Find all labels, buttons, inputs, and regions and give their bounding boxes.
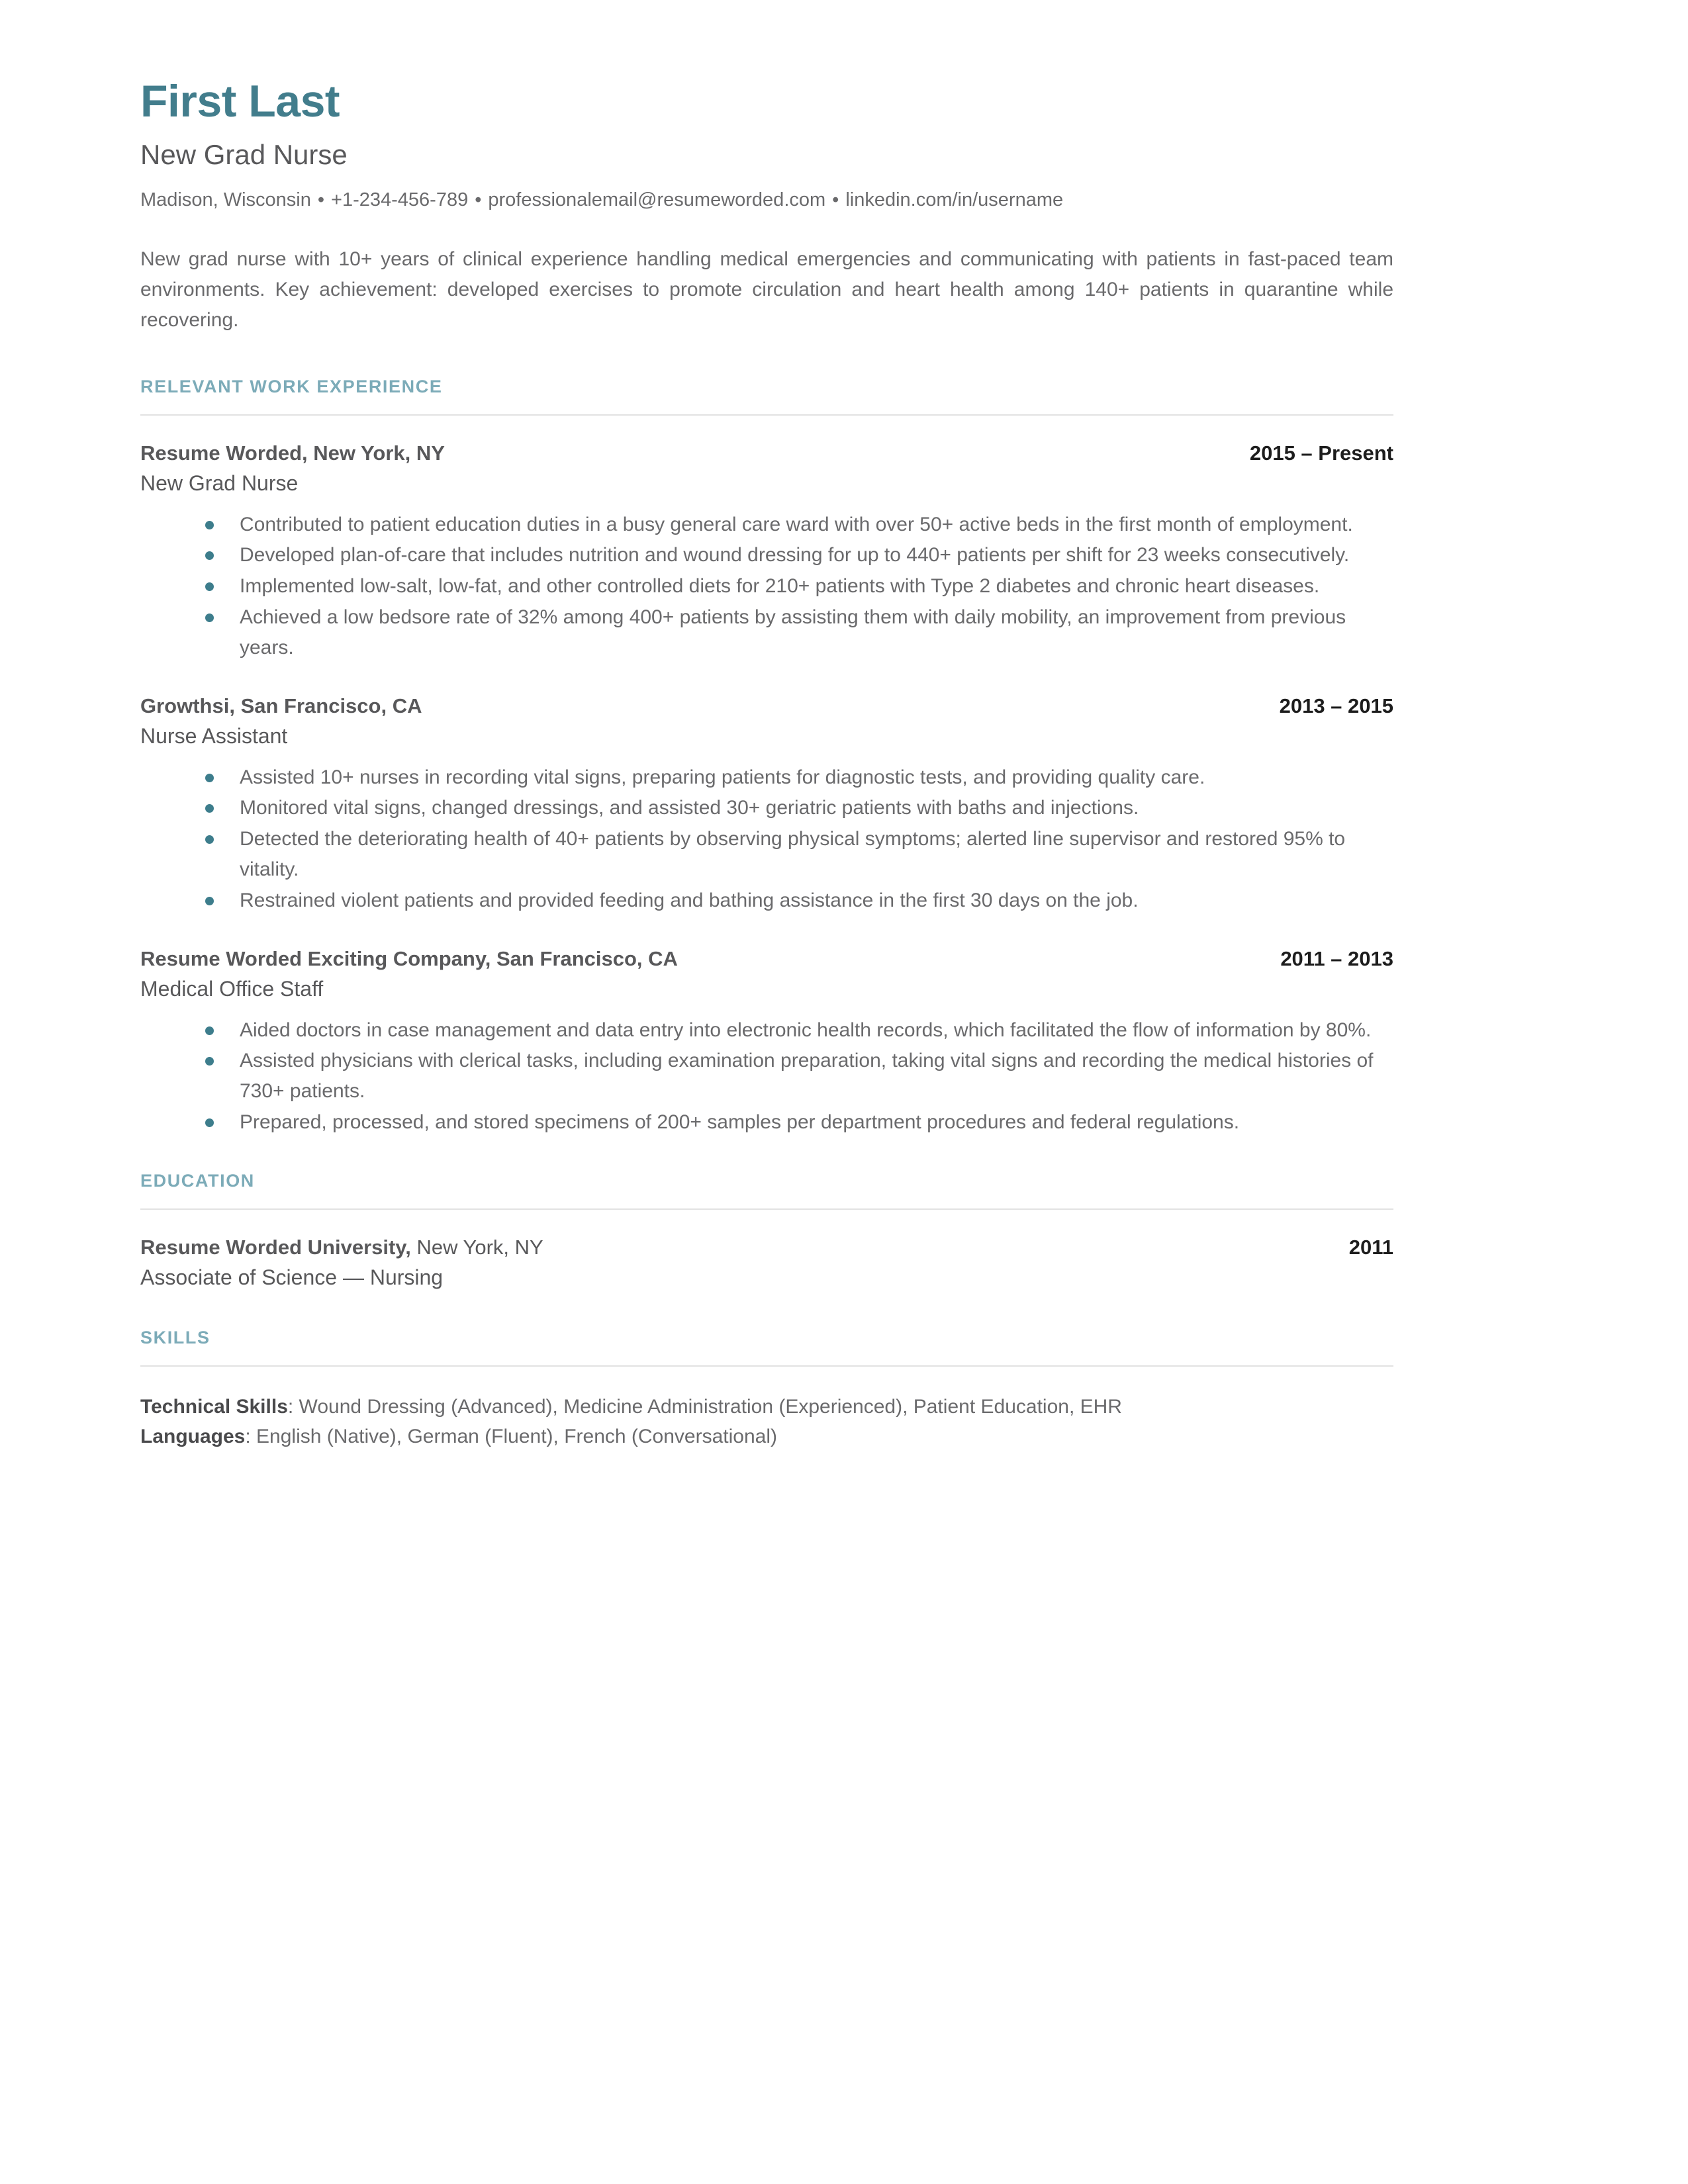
section-divider-education xyxy=(140,1208,1393,1210)
experience-bullet: Detected the deteriorating health of 40+ patients by observing physical symptoms; alerted line supervisor and restored 95% to vitality. xyxy=(203,824,1393,885)
education-school-location: New York, NY xyxy=(410,1236,543,1259)
section-work-experience xyxy=(140,377,1393,1138)
section-heading-education: EDUCATION xyxy=(140,1171,255,1191)
experience-entry xyxy=(140,441,1393,663)
contact-separator-3: • xyxy=(832,189,839,210)
contact-location: Madison, Wisconsin xyxy=(140,189,311,210)
section-divider-skills xyxy=(140,1365,1393,1367)
education-school xyxy=(140,1235,543,1259)
experience-bullet: Restrained violent patients and provided feeding and bathing assistance in the first 30 days on the job. xyxy=(203,886,1393,916)
experience-bullet: Monitored vital signs, changed dressings, and assisted 30+ geriatric patients with baths and injections. xyxy=(203,793,1393,823)
section-skills xyxy=(140,1328,1393,1451)
experience-bullet: Assisted physicians with clerical tasks, including examination preparation, taking vital signs and recording the medical histories of 730+ patients. xyxy=(203,1046,1393,1107)
experience-entry-header xyxy=(140,694,1393,718)
experience-bullet: Aided doctors in case management and data entry into electronic health records, which facilitated the flow of information by 80%. xyxy=(203,1015,1393,1046)
experience-role: Nurse Assistant xyxy=(140,724,288,749)
experience-role: Medical Office Staff xyxy=(140,977,324,1001)
education-school-name: Resume Worded University, xyxy=(140,1236,411,1259)
experience-organization: Growthsi, San Francisco, CA xyxy=(140,694,422,717)
contact-linkedin[interactable]: linkedin.com/in/username xyxy=(845,189,1064,210)
contact-phone[interactable]: +1-234-456-789 xyxy=(331,189,469,210)
section-divider-experience xyxy=(140,414,1393,416)
experience-bullet: Contributed to patient education duties in a busy general care ward with over 50+ active beds in the first month of employment. xyxy=(203,510,1393,540)
contact-separator-2: • xyxy=(475,189,482,210)
experience-bullet: Achieved a low bedsore rate of 32% among 400+ patients by assisting them with daily mobility, an improvement from previous years. xyxy=(203,602,1393,663)
section-education xyxy=(140,1171,1393,1291)
experience-bullet: Assisted 10+ nurses in recording vital signs, preparing patients for diagnostic tests, and providing quality care. xyxy=(203,762,1393,793)
experience-bullet-list xyxy=(140,510,1393,663)
experience-dates: 2011 – 2013 xyxy=(1280,947,1393,970)
experience-entry xyxy=(140,946,1393,1138)
skills-value: : English (Native), German (Fluent), French (Conversational) xyxy=(245,1425,777,1447)
experience-role: New Grad Nurse xyxy=(140,471,299,496)
contact-line xyxy=(140,188,1393,213)
contact-separator-1: • xyxy=(317,189,325,210)
section-heading-skills: SKILLS xyxy=(140,1327,211,1347)
experience-organization: Resume Worded Exciting Company, San Francisco, CA xyxy=(140,947,678,970)
skills-row xyxy=(140,1392,1393,1422)
skills-label: Technical Skills xyxy=(140,1395,288,1418)
professional-summary: New grad nurse with 10+ years of clinical experience handling medical emergencies and communicating with patients in fast-paced team environments. Key achievement: developed exercises to promote circulation and heart health among 140+ patients in quarantine while recovering. xyxy=(140,248,1393,332)
experience-bullet: Prepared, processed, and stored specimens of 200+ samples per department procedures and federal regulations. xyxy=(203,1107,1393,1138)
experience-entry-header xyxy=(140,441,1393,465)
section-heading-experience: RELEVANT WORK EXPERIENCE xyxy=(140,376,443,396)
experience-dates: 2015 – Present xyxy=(1249,441,1393,465)
candidate-job-title: New Grad Nurse xyxy=(140,139,348,171)
candidate-name: First Last xyxy=(140,76,340,126)
education-year: 2011 xyxy=(1348,1236,1393,1259)
experience-organization: Resume Worded, New York, NY xyxy=(140,441,445,465)
experience-dates: 2013 – 2015 xyxy=(1279,694,1393,717)
experience-bullet-list xyxy=(140,1015,1393,1138)
experience-bullet: Developed plan-of-care that includes nutrition and wound dressing for up to 440+ patients per shift for 23 weeks consecutively. xyxy=(203,540,1393,570)
education-degree: Associate of Science — Nursing xyxy=(140,1265,444,1290)
contact-email[interactable]: professionalemail@resumeworded.com xyxy=(488,189,826,210)
education-entry-header xyxy=(140,1235,1393,1259)
resume-header xyxy=(140,78,1393,336)
skills-row xyxy=(140,1422,1393,1451)
skills-value: : Wound Dressing (Advanced), Medicine Administration (Experienced), Patient Education, EHR xyxy=(287,1395,1122,1418)
experience-bullet-list xyxy=(140,762,1393,916)
experience-entry-header xyxy=(140,946,1393,971)
experience-bullet: Implemented low-salt, low-fat, and other controlled diets for 210+ patients with Type 2 diabetes and chronic heart diseases. xyxy=(203,571,1393,602)
experience-entry xyxy=(140,694,1393,916)
skills-label: Languages xyxy=(140,1425,246,1447)
